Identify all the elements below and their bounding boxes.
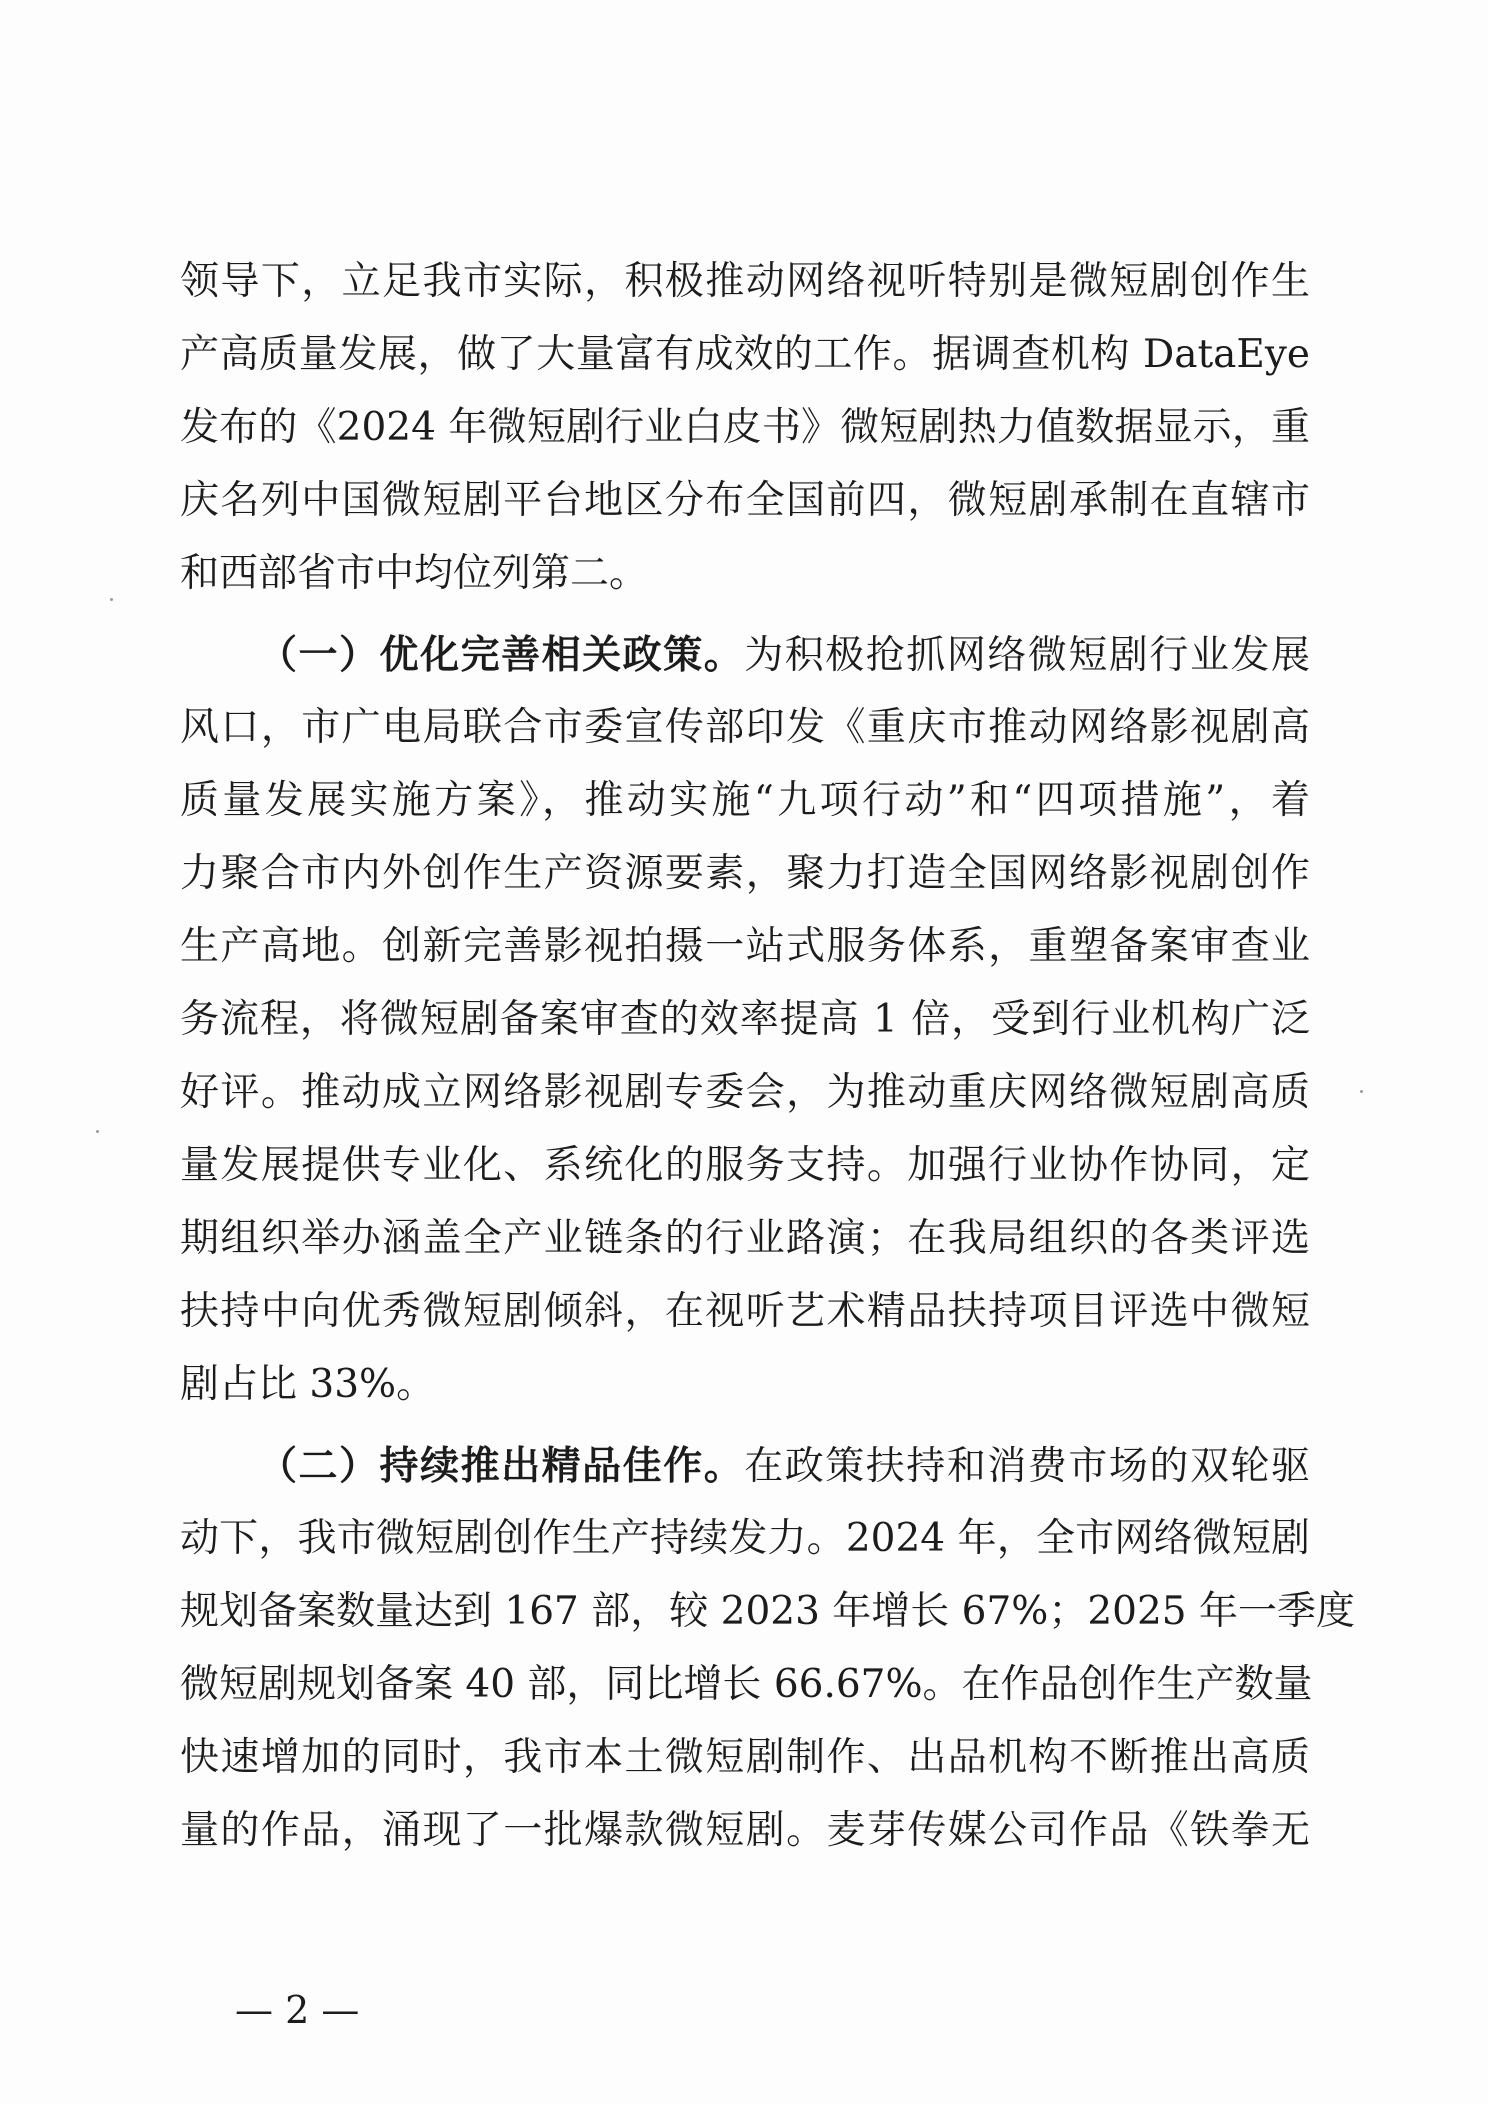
page-number: — 2 — — [235, 1988, 360, 2032]
section-1-line-8: 量发展提供专业化、系统化的服务支持。加强行业协作协同，定 — [180, 1143, 1310, 1188]
section-2-first-line-text: 在政策扶持和消费市场的双轮驱 — [744, 1444, 1310, 1489]
intro-line-5: 和西部省市中均位列第二。 — [180, 551, 649, 596]
section-1-line-7: 好评。推动成立网络影视剧专委会，为推动重庆网络微短剧高质 — [180, 1070, 1310, 1115]
section-2-line-5: 快速增加的同时，我市本土微短剧制作、出品机构不断推出高质 — [180, 1735, 1310, 1780]
intro-line-3: 发布的《2024 年微短剧行业白皮书》微短剧热力值数据显示，重 — [180, 405, 1310, 450]
section-1-line-9: 期组织举办涵盖全产业链条的行业路演；在我局组织的各类评选 — [180, 1216, 1310, 1261]
section-1-heading: （一）优化完善相关政策。 — [258, 632, 745, 678]
scan-speck — [1360, 1090, 1363, 1093]
section-2-first-line — [258, 1436, 1310, 1496]
section-2-heading: （二）持续推出精品佳作。 — [258, 1443, 745, 1489]
scan-speck — [96, 1130, 99, 1133]
section-1-line-2: 风口，市广电局联合市委宣传部印发《重庆市推动网络影视剧高 — [180, 705, 1310, 750]
section-1-line-5: 生产高地。创新完善影视拍摄一站式服务体系，重塑备案审查业 — [180, 924, 1310, 969]
section-1-line-4: 力聚合市内外创作生产资源要素，聚力打造全国网络影视剧创作 — [180, 851, 1310, 896]
intro-line-2: 产高质量发展，做了大量富有成效的工作。据调查机构 DataEye — [180, 332, 1310, 377]
intro-line-1: 领导下，立足我市实际，积极推动网络视听特别是微短剧创作生 — [180, 259, 1310, 304]
section-2-line-6: 量的作品，涌现了一批爆款微短剧。麦芽传媒公司作品《铁拳无 — [180, 1808, 1310, 1853]
section-1-first-line — [258, 625, 1310, 685]
section-2-line-2: 动下，我市微短剧创作生产持续发力。2024 年，全市网络微短剧 — [180, 1516, 1310, 1561]
section-1-line-11: 剧占比 33%。 — [180, 1362, 436, 1407]
scan-speck — [110, 598, 113, 601]
section-2-line-3: 规划备案数量达到 167 部，较 2023 年增长 67%；2025 年一季度 — [180, 1589, 1356, 1634]
section-1-line-6: 务流程，将微短剧备案审查的效率提高 1 倍，受到行业机构广泛 — [180, 997, 1310, 1042]
section-1-line-3: 质量发展实施方案》，推动实施“九项行动”和“四项措施”，着 — [180, 778, 1310, 823]
intro-line-4: 庆名列中国微短剧平台地区分布全国前四，微短剧承制在直辖市 — [180, 478, 1310, 523]
section-1-line-10: 扶持中向优秀微短剧倾斜，在视听艺术精品扶持项目评选中微短 — [180, 1289, 1310, 1334]
section-2-line-4: 微短剧规划备案 40 部，同比增长 66.67%。在作品创作生产数量 — [180, 1662, 1313, 1707]
section-1-first-line-text: 为积极抢抓网络微短剧行业发展 — [744, 633, 1310, 678]
